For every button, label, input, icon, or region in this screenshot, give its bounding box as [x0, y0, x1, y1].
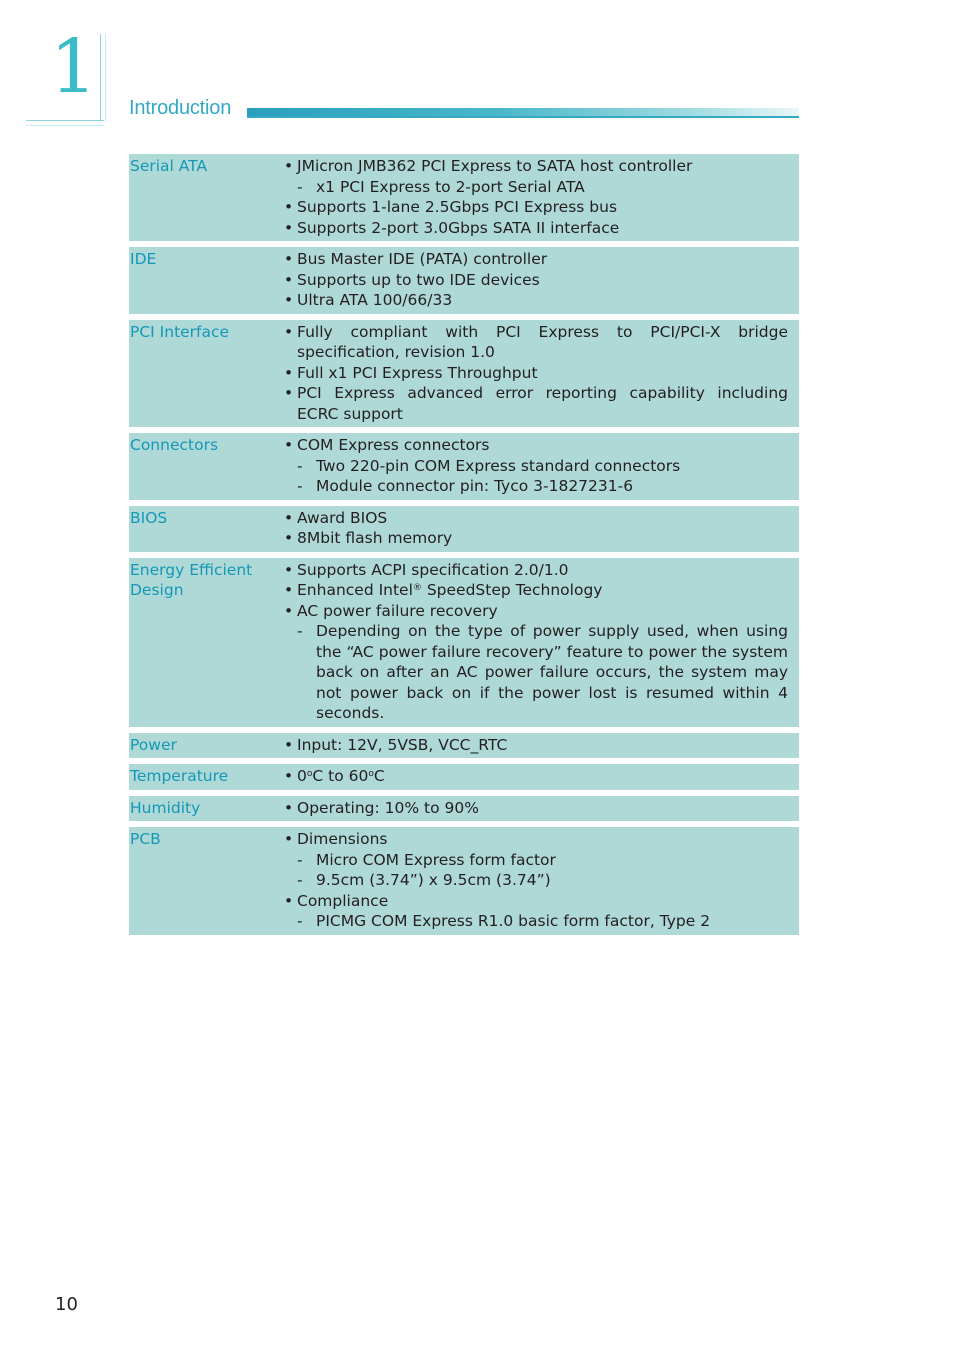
item-text [297, 560, 788, 581]
bullet-item [284, 322, 788, 363]
item-text [316, 850, 788, 871]
bullet-mark: • [284, 891, 294, 910]
spec-content [284, 829, 788, 932]
dash-mark: - [297, 871, 303, 889]
text-part: Ultra ATA 100/66/33 [297, 291, 453, 309]
bullet-item [284, 435, 788, 456]
item-text [316, 621, 788, 724]
bullet-item [284, 891, 788, 912]
spec-label: IDE [130, 250, 157, 268]
bullet-item [284, 197, 788, 218]
text-part: Bus Master IDE (PATA) controller [297, 250, 548, 268]
text-part: COM Express connectors [297, 436, 490, 454]
item-text [297, 891, 788, 912]
sub-item [284, 870, 788, 891]
bullet-item [284, 383, 788, 424]
text-part: Enhanced Intel [297, 581, 413, 599]
item-text [297, 766, 788, 787]
item-text [297, 383, 788, 424]
item-text [297, 363, 788, 384]
spec-content [284, 798, 788, 819]
chapter-horizontal-rule [26, 120, 104, 126]
dash-mark: - [297, 622, 303, 640]
bullet-mark: • [284, 218, 294, 237]
spec-label: PCB [130, 830, 161, 848]
text-part: SpeedStep Technology [421, 581, 603, 599]
spec-label: PCI Interface [130, 322, 230, 341]
sub-item [284, 621, 788, 724]
item-text [297, 829, 788, 850]
spec-content [284, 766, 788, 787]
spec-row [129, 764, 799, 790]
spec-content [284, 322, 788, 425]
bullet-item [284, 363, 788, 384]
item-text [297, 798, 788, 819]
sub-item [284, 456, 788, 477]
spec-content [284, 508, 788, 549]
spec-row [129, 320, 799, 428]
text-part: C [373, 767, 385, 785]
text-part: Full x1 PCI Express Throughput [297, 363, 538, 382]
bullet-mark: • [284, 798, 294, 817]
bullet-mark: • [284, 508, 294, 527]
superscript: o [368, 769, 374, 779]
spec-label: BIOS [130, 508, 168, 527]
text-part: PCI Express advanced error reporting capability including ECRC support [297, 384, 788, 423]
spec-label: Temperature [130, 767, 229, 785]
text-part: Operating: 10% to 90% [297, 798, 479, 817]
text-part: 9.5cm (3.74”) x 9.5cm (3.74”) [316, 871, 551, 889]
text-part: Input: 12V, 5VSB, VCC_RTC [297, 735, 508, 754]
bullet-mark: • [284, 384, 294, 402]
bullet-mark: • [284, 436, 294, 454]
text-part: x1 PCI Express to 2-port Serial ATA [316, 177, 585, 196]
text-part: Supports 1-lane 2.5Gbps PCI Express bus [297, 198, 618, 216]
spec-row [129, 558, 799, 727]
spec-row [129, 247, 799, 314]
bullet-mark: • [284, 581, 294, 599]
text-part: JMicron JMB362 PCI Express to SATA host controller [297, 157, 693, 175]
spec-table [129, 154, 799, 941]
dash-mark: - [297, 177, 303, 196]
item-text [297, 322, 788, 363]
text-part: Micro COM Express form factor [316, 850, 556, 869]
bullet-mark: • [284, 250, 294, 268]
sub-item [284, 177, 788, 198]
sub-item [284, 850, 788, 871]
bullet-item [284, 829, 788, 850]
sub-item [284, 476, 788, 497]
text-part: Module connector pin: Tyco 3-1827231-6 [316, 477, 634, 495]
bullet-mark: • [284, 157, 294, 175]
dash-mark: - [297, 912, 303, 930]
spec-row [129, 433, 799, 500]
text-part: PICMG COM Express R1.0 basic form factor, Type 2 [316, 912, 711, 930]
bullet-mark: • [284, 270, 294, 289]
bullet-item [284, 508, 788, 529]
spec-row [129, 733, 799, 759]
bullet-mark: • [284, 529, 294, 547]
text-part: Depending on the type of power supply used, when using the “AC power failure recovery” feature to power the system back on after an AC power failure occurs, the system may not power back on if the power lost is resumed within 4 seconds. [316, 622, 788, 722]
spec-content [284, 156, 788, 238]
item-text [297, 735, 788, 756]
text-part: Fully compliant with PCI Express to PCI/PCI-X bridge specification, revision 1.0 [297, 322, 788, 361]
superscript: o [306, 769, 313, 779]
bullet-item [284, 560, 788, 581]
spec-label: Serial ATA [130, 157, 208, 175]
dash-mark: - [297, 456, 303, 475]
item-text [297, 270, 788, 291]
bullet-item [284, 766, 788, 787]
spec-row [129, 506, 799, 552]
spec-content [284, 435, 788, 497]
spec-row [129, 827, 799, 935]
bullet-item [284, 798, 788, 819]
item-text [297, 508, 788, 529]
text-part: AC power failure recovery [297, 601, 498, 620]
page-number: 10 [55, 1294, 78, 1315]
text-part: Two 220-pin COM Express standard connectors [316, 456, 681, 475]
bullet-item [284, 156, 788, 177]
bullet-item [284, 735, 788, 756]
text-part: Dimensions [297, 830, 388, 848]
superscript: ® [412, 583, 422, 593]
item-text [297, 601, 788, 622]
text-part: Compliance [297, 891, 389, 910]
title-underline [247, 116, 799, 118]
spec-label: Humidity [130, 798, 201, 817]
sub-item [284, 911, 788, 932]
spec-row [129, 154, 799, 241]
item-text [316, 456, 788, 477]
item-text [297, 528, 788, 549]
dash-mark: - [297, 477, 303, 495]
spec-content [284, 560, 788, 724]
bullet-item [284, 270, 788, 291]
item-text [316, 911, 788, 932]
bullet-item [284, 601, 788, 622]
bullet-mark: • [284, 735, 294, 754]
bullet-item [284, 528, 788, 549]
spec-row [129, 796, 799, 822]
bullet-mark: • [284, 767, 294, 785]
text-part: Supports ACPI specification 2.0/1.0 [297, 560, 569, 579]
bullet-mark: • [284, 830, 294, 848]
text-part: Supports up to two IDE devices [297, 270, 540, 289]
chapter-vertical-rule [100, 34, 106, 122]
text-part: C to 60 [312, 767, 369, 785]
dash-mark: - [297, 850, 303, 869]
item-text [297, 435, 788, 456]
item-text [316, 177, 788, 198]
text-part: Award BIOS [297, 508, 388, 527]
item-text [316, 476, 788, 497]
bullet-mark: • [284, 291, 294, 309]
bullet-mark: • [284, 560, 294, 579]
item-text [297, 218, 788, 239]
spec-content [284, 735, 788, 756]
spec-label: Connectors [130, 436, 219, 454]
bullet-mark: • [284, 601, 294, 620]
item-text [297, 156, 788, 177]
text-part: 8Mbit flash memory [297, 529, 453, 547]
spec-content [284, 249, 788, 311]
item-text [297, 290, 788, 311]
spec-label: Power [130, 735, 177, 754]
bullet-item [284, 290, 788, 311]
bullet-mark: • [284, 322, 294, 341]
text-part: 0 [297, 767, 307, 785]
bullet-mark: • [284, 363, 294, 382]
text-part: Supports 2-port 3.0Gbps SATA II interface [297, 218, 620, 237]
spec-label: Energy Efficient Design [130, 560, 253, 599]
item-text [297, 580, 788, 601]
bullet-mark: • [284, 198, 294, 216]
section-title: Introduction [129, 97, 232, 119]
bullet-item [284, 218, 788, 239]
item-text [316, 870, 788, 891]
item-text [297, 249, 788, 270]
chapter-number: 1 [50, 24, 98, 110]
bullet-item [284, 249, 788, 270]
bullet-item [284, 580, 788, 601]
item-text [297, 197, 788, 218]
